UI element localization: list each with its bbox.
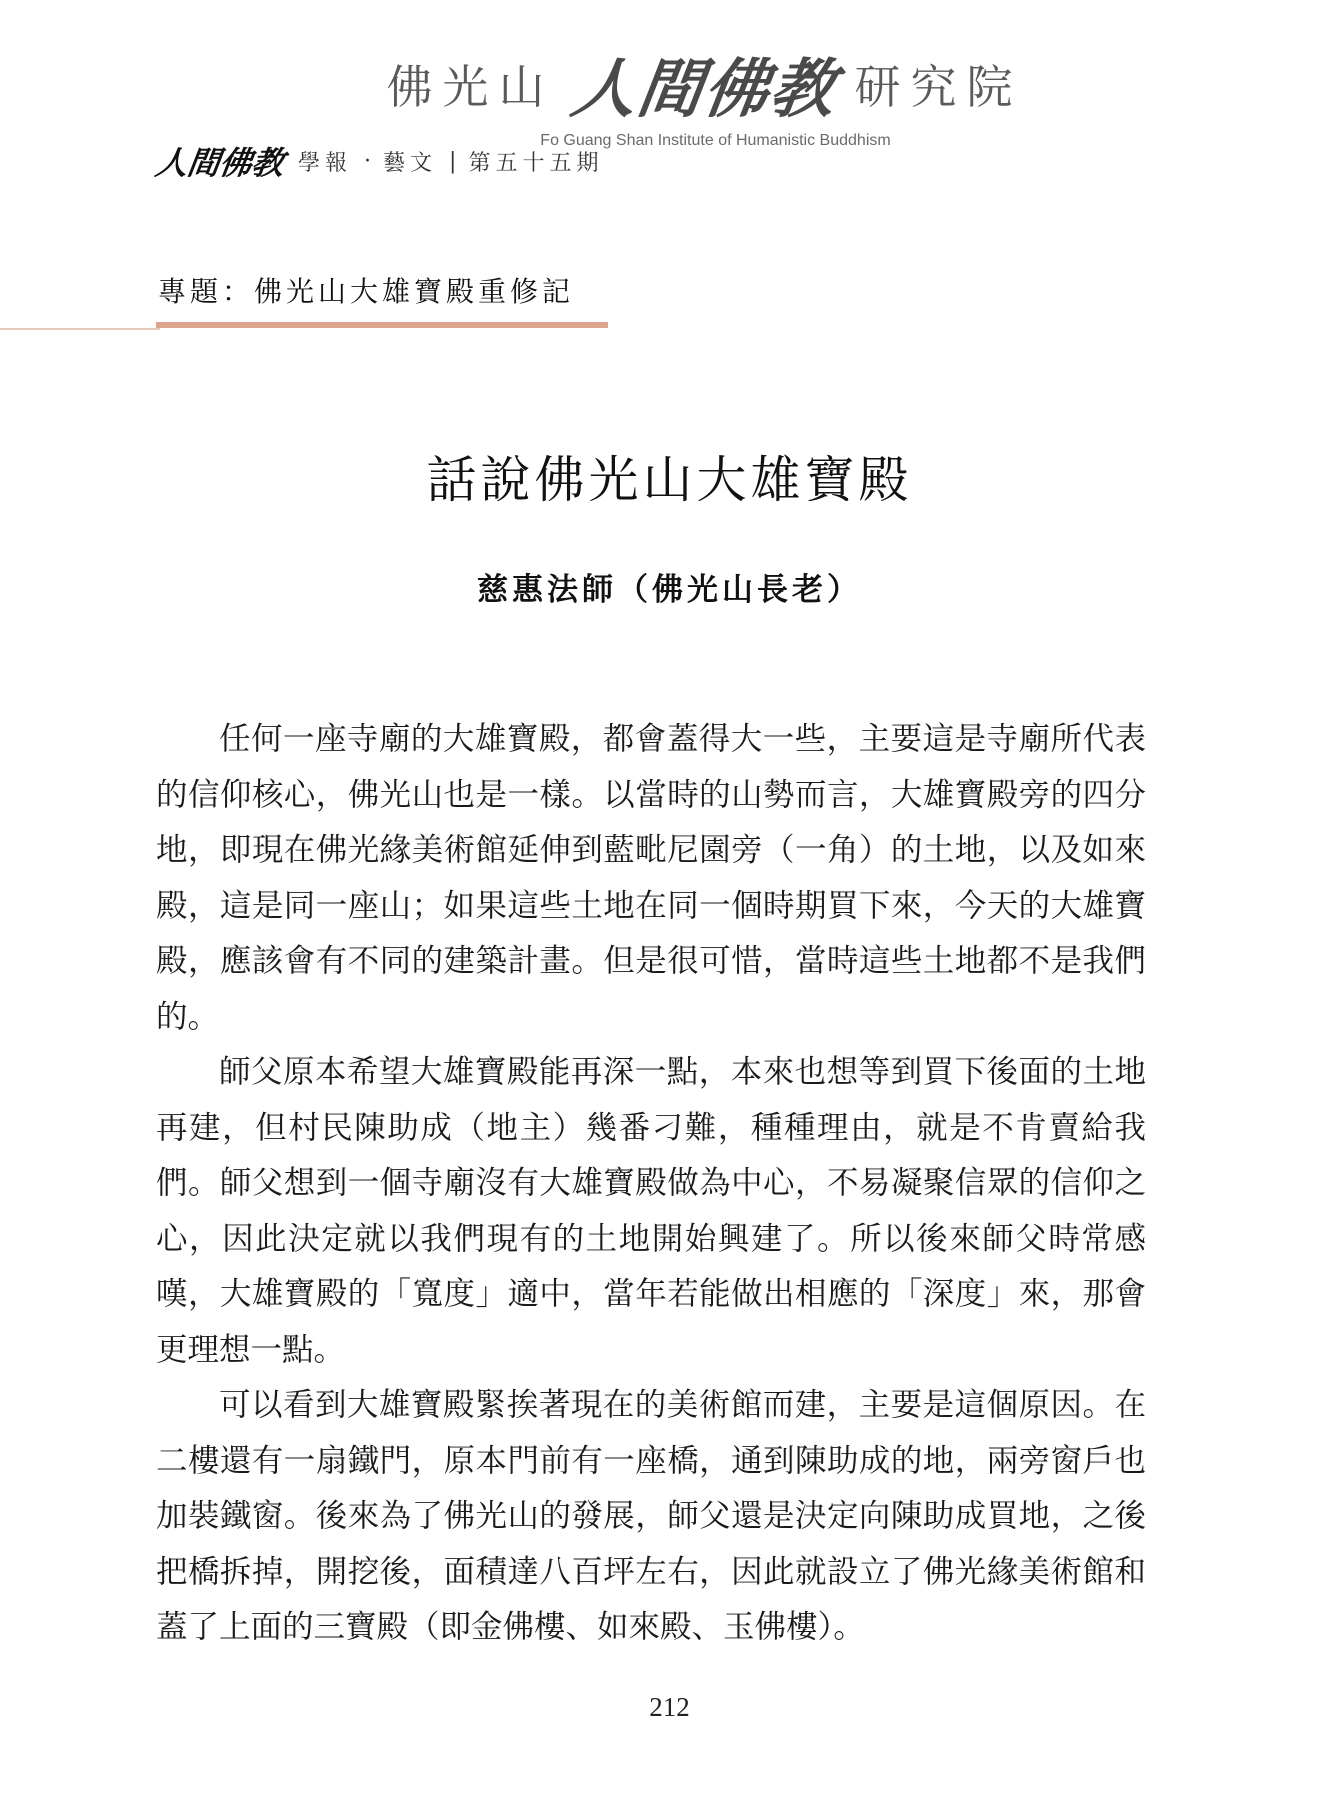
column-title: 專題：佛光山大雄寶殿重修記 <box>158 275 575 308</box>
article-author: 慈惠法師（佛光山長老） <box>477 572 862 608</box>
masthead-english-name: Fo Guang Shan Institute of Humanistic Buddhism <box>540 132 891 149</box>
journal-issue: 第五十五期 <box>468 150 604 176</box>
journal-bar-separator: | <box>449 148 457 174</box>
paragraph: 可以看到大雄寶殿緊挨著現在的美術館而建，主要是這個原因。在二樓還有一扇鐵門，原本門前有一座橋，通到陳助成的地，兩旁窗戶也加裝鐵窗。後來為了佛光山的發展，師父還是決定向陳助成買地，之後把橋拆掉，開挖後，面積達八百坪左右，因此就設立了佛光緣美術館和蓋了上面的三寶殿（即金佛樓、如來殿、玉佛樓）。 <box>156 1387 1146 1645</box>
paragraph: 任何一座寺廟的大雄寶殿，都會蓋得大一些，主要這是寺廟所代表的信仰核心，佛光山也是一樣。以當時的山勢而言，大雄寶殿旁的四分地，即現在佛光緣美術館延伸到藍毗尼園旁（一角）的土地，以及如來殿，這是同一座山；如果這些土地在同一個時期買下來，今天的大雄寶殿，應該會有不同的建築計畫。但是很可惜，當時這些土地都不是我們的。 <box>156 721 1146 1035</box>
column-rule-underline <box>156 322 608 328</box>
masthead-right-text: 研究院 <box>854 60 1023 114</box>
journal-section: 學報 <box>298 150 353 176</box>
article-body <box>156 712 1146 1656</box>
article-title: 話說佛光山大雄寶殿 <box>426 451 913 509</box>
masthead-brand-calligraphy: 人間佛教 <box>566 53 841 127</box>
paragraph: 師父原本希望大雄寶殿能再深一點，本來也想等到買下後面的土地再建，但村民陳助成（地主）幾番刁難，種種理由，就是不肯賣給我們。師父想到一個寺廟沒有大雄寶殿做為中心，不易凝聚信眾的信仰之心，因此決定就以我們現有的土地開始興建了。所以後來師父時常感嘆，大雄寶殿的「寬度」適中，當年若能做出相應的「深度」來，那會更理想一點。 <box>156 1054 1146 1368</box>
journal-header <box>153 138 604 184</box>
masthead-left-text: 佛光山 <box>386 60 555 114</box>
masthead-logo <box>387 38 1023 130</box>
column-rule-left <box>0 328 160 330</box>
journal-dot-separator: · <box>364 148 372 174</box>
masthead <box>0 38 1339 150</box>
journal-brand-calligraphy: 人間佛教 <box>153 144 287 182</box>
page-number: 212 <box>649 1692 690 1722</box>
journal-subsection: 藝文 <box>383 150 438 176</box>
